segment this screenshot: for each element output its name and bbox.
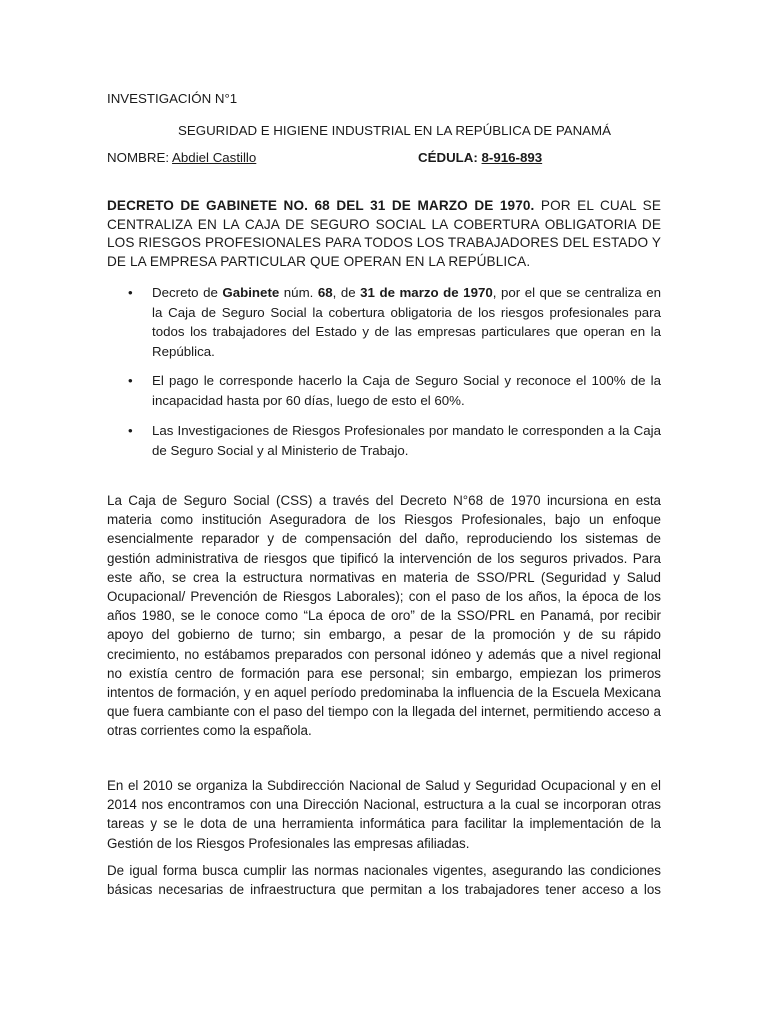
decree-bold: DECRETO DE GABINETE NO. 68 DEL 31 DE MARZO DE 1970. [107,198,535,213]
title-text: INVESTIGACIÓN N°1 [107,91,238,106]
decree-rest: POR EL CUAL SE CENTRALIZA EN LA CAJA DE SEGURO SOCIAL LA COBERTURA OBLIGATORIA DE LOS RIESGOS PROFESIONALES PARA TODOS LOS TRABAJADORES DEL ESTADO Y DE LA EMPRESA PARTICULAR QUE OPERAN EN LA REPÚBLICA. [107,198,661,269]
bullet-bold: 68 [317,285,333,300]
list-item [107,421,661,460]
bullet-dot: • [128,373,133,388]
list-item [107,371,661,410]
bullet-text: , por el que se centraliza en la Caja de Seguro Social la cobertura obligatoria de los riesgos profesionales para todos los trabajadores del Estado y de las empresas particulares que operan en la República. [152,285,661,359]
document-subtitle [178,121,658,141]
id-value: 8-916-893 [481,150,543,165]
bullet-text: El pago le corresponde hacerlo la Caja de Seguro Social y reconoce el 100% de la incapacidad hasta por 60 días, luego de esto el 60%. [152,373,661,408]
paragraph-text: De igual forma busca cumplir las normas nacionales vigentes, asegurando las condiciones básicas necesarias de infraestructura que permitan a los trabajadores tener acceso a los [107,863,661,898]
bullet-bold: 31 de marzo de 1970 [360,285,493,300]
bullet-text: núm. [279,285,318,300]
list-item [107,283,661,361]
bullet-dot: • [128,423,133,438]
body-paragraph-1 [107,491,661,741]
id-label: CÉDULA: [418,150,482,165]
author-line [107,148,661,168]
body-paragraph-3 [107,861,661,899]
document-title [107,89,661,109]
bullet-text: , de [332,285,361,300]
bullet-text: Las Investigaciones de Riesgos Profesionales por mandato le corresponden a la Caja de Seguro Social y al Ministerio de Trabajo. [152,423,661,458]
bullet-bold: Gabinete [222,285,280,300]
decree-heading [107,197,661,271]
paragraph-text: La Caja de Seguro Social (CSS) a través del Decreto N°68 de 1970 incursiona en esta materia como institución Aseguradora de los Riesgos Profesionales, bajo un enfoque esencialmente reparador y de compensación del daño, reproduciendo los sistemas de gestión administrativa de riesgos que tipificó la intervención de los seguros privados. Para este año, se crea la estructura normativas en materia de SSO/PRL (Seguridad y Salud Ocupacional/ Prevención de Riesgos Laborales); con el paso de los años, la época de los años 1980, se le conoce como “La época de oro” de la SSO/PRL en Panamá, por recibir apoyo del gobierno de turno; sin embargo, a pesar de la promoción y de su rápido crecimiento, no estábamos preparados con personal idóneo y además que a nivel regional no existía centro de formación para ese personal; sin embargo, empiezan los primeros intentos de formación, y en aquel período predominaba la influencia de la Escuela Mexicana que fuera cambiante con el paso del tiempo con la llegada del internet, permitiendo acceso a otras corrientes como la española. [107,493,661,739]
subtitle-text: SEGURIDAD E HIGIENE INDUSTRIAL EN LA REPÚBLICA DE PANAMÁ [178,123,611,138]
bullet-list [107,283,661,460]
bullet-dot: • [128,285,133,300]
name-label: NOMBRE: [107,150,173,165]
id-block [418,148,542,168]
body-paragraph-2 [107,776,661,853]
paragraph-text: En el 2010 se organiza la Subdirección Nacional de Salud y Seguridad Ocupacional y en el 2014 nos encontramos con una Dirección Nacional, estructura a la cual se incorporan otras tareas y se le dota de una herramienta informática para facilitar la implementación de la Gestión de los Riesgos Profesionales las empresas afiliadas. [107,778,661,851]
bullet-text: Decreto de [152,285,223,300]
name-value: Abdiel Castillo [172,150,257,165]
